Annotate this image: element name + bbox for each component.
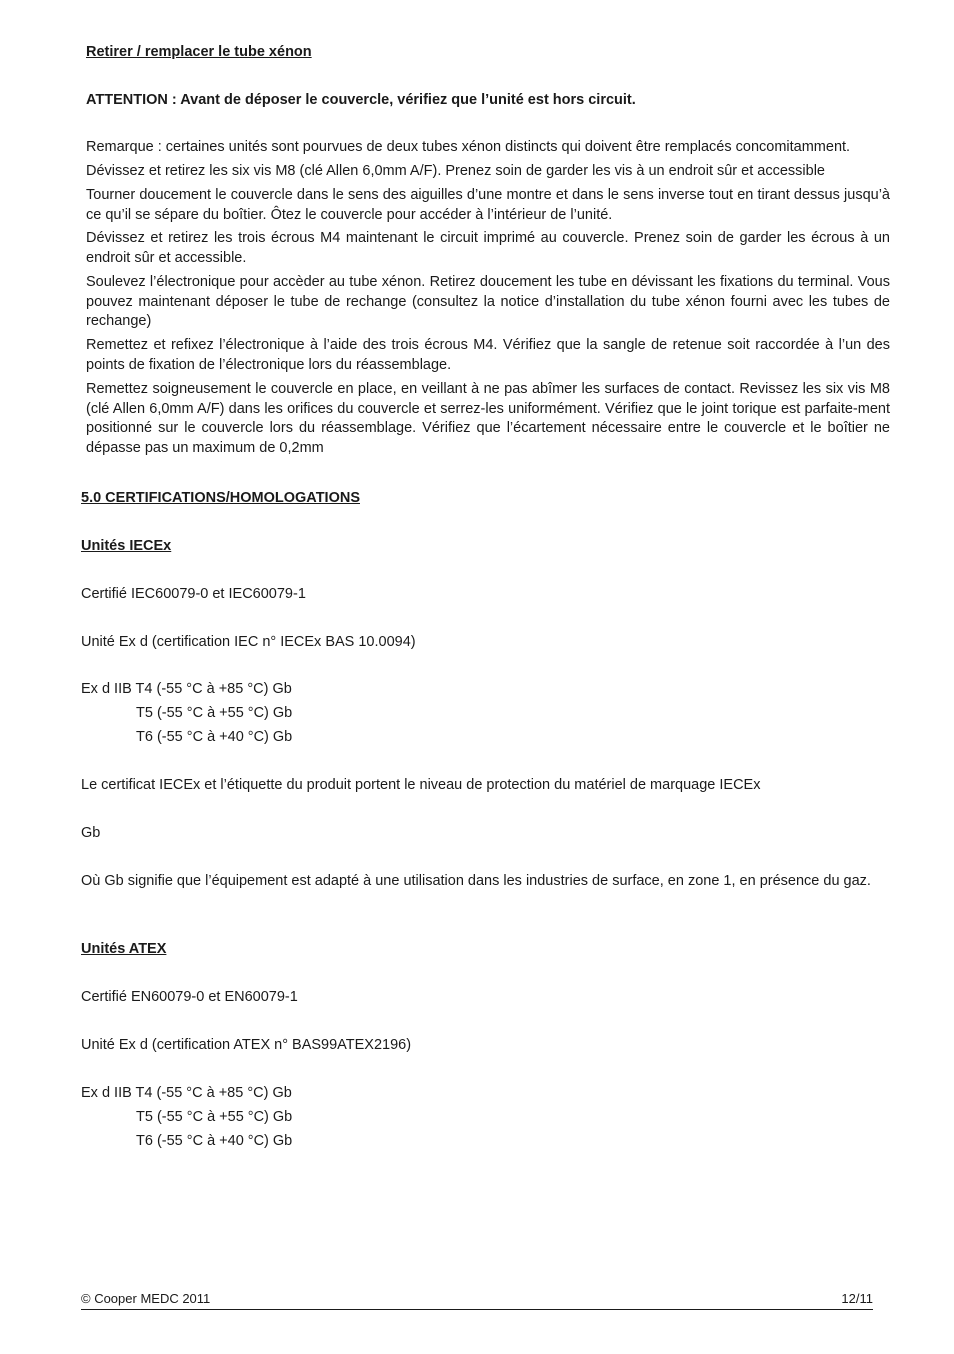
iecex-unit: Unité Ex d (certification IEC n° IECEx BAS 10.0094) bbox=[81, 634, 416, 650]
footer-page-number: 12/11 bbox=[841, 1291, 873, 1306]
iecex-gb-meaning: Où Gb signifie que l’équipement est adapté à une utilisation dans les industries de surface, en zone 1, en présence du gaz. bbox=[81, 873, 871, 889]
attention-notice: ATTENTION : Avant de déposer le couvercle, vérifiez que l’unité est hors circuit. bbox=[86, 92, 636, 108]
atex-rating-t6: T6 (-55 °C à +40 °C) Gb bbox=[136, 1133, 293, 1149]
iecex-marking-note: Le certificat IECEx et l’étiquette du produit portent le niveau de protection du matériel de marquage IECEx bbox=[81, 777, 761, 793]
atex-rating-t4: Ex d IIB T4 (-55 °C à +85 °C) Gb bbox=[81, 1085, 292, 1101]
iecex-rating-t5: T5 (-55 °C à +55 °C) Gb bbox=[136, 705, 293, 721]
paragraph-step-cover: Tourner doucement le couvercle dans le sens des aiguilles d’une montre et dans le sens inverse tout en tirant dessus jusqu’à ce qu’il se sépare du boîtier. Ôtez le couvercle pour accéder à l’intérieur de l’unité. bbox=[86, 187, 890, 223]
iecex-gb: Gb bbox=[81, 825, 101, 841]
iecex-rating-t6: T6 (-55 °C à +40 °C) Gb bbox=[136, 729, 293, 745]
paragraph-step-tube: Soulevez l’électronique pour accèder au tube xénon. Retirez doucement les tube en dévissant les fixations du terminal. Vous pouvez maintenant déposer le tube de rechange (consultez la notice d’installation du tube xénon fourni avec les tubes de rechange) bbox=[86, 274, 890, 329]
section-heading-certifications: 5.0 CERTIFICATIONS/HOMOLOGATIONS bbox=[81, 490, 360, 506]
subheading-iecex: Unités IECEx bbox=[81, 538, 172, 554]
footer-divider bbox=[81, 1309, 873, 1310]
subheading-atex: Unités ATEX bbox=[81, 941, 167, 957]
iecex-rating-t4: Ex d IIB T4 (-55 °C à +85 °C) Gb bbox=[81, 681, 292, 697]
paragraph-step-nuts: Dévissez et retirez les trois écrous M4 maintenant le circuit imprimé au couvercle. Prenez soin de garder les écrous à un endroit sûr et accessible. bbox=[86, 230, 890, 266]
paragraph-step-unscrew: Dévissez et retirez les six vis M8 (clé Allen 6,0mm A/F). Prenez soin de garder les vis à un endroit sûr et accessible bbox=[86, 163, 825, 179]
iecex-certified: Certifié IEC60079-0 et IEC60079-1 bbox=[81, 586, 306, 602]
atex-certified: Certifié EN60079-0 et EN60079-1 bbox=[81, 989, 298, 1005]
paragraph-step-refit: Remettez et refixez l’électronique à l’aide des trois écrous M4. Vérifiez que la sangle de retenue soit raccordée à l’un des points de fixation de l’électronique lors du réassemblage. bbox=[86, 337, 890, 373]
footer-copyright: © Cooper MEDC 2011 bbox=[81, 1291, 211, 1306]
paragraph-remarque: Remarque : certaines unités sont pourvues de deux tubes xénon distincts qui doivent être remplacés concomitamment. bbox=[86, 139, 851, 155]
paragraph-step-reassemble: Remettez soigneusement le couvercle en place, en veillant à ne pas abîmer les surfaces de contact. Revissez les six vis M8 (clé Allen 6,0mm A/F) dans les orifices du couvercle et serrez-les uniformément. Vérifiez que le joint torique est parfaite-ment positionné sur le couvercle lors du réassemblage. Vérifiez que l’écartement nécessaire entre le couvercle et le boîtier ne dépasse pas un maximum de 0,2mm bbox=[86, 381, 890, 456]
atex-unit: Unité Ex d (certification ATEX n° BAS99ATEX2196) bbox=[81, 1037, 412, 1053]
section-heading-xenon: Retirer / remplacer le tube xénon bbox=[86, 44, 312, 60]
atex-rating-t5: T5 (-55 °C à +55 °C) Gb bbox=[136, 1109, 293, 1125]
